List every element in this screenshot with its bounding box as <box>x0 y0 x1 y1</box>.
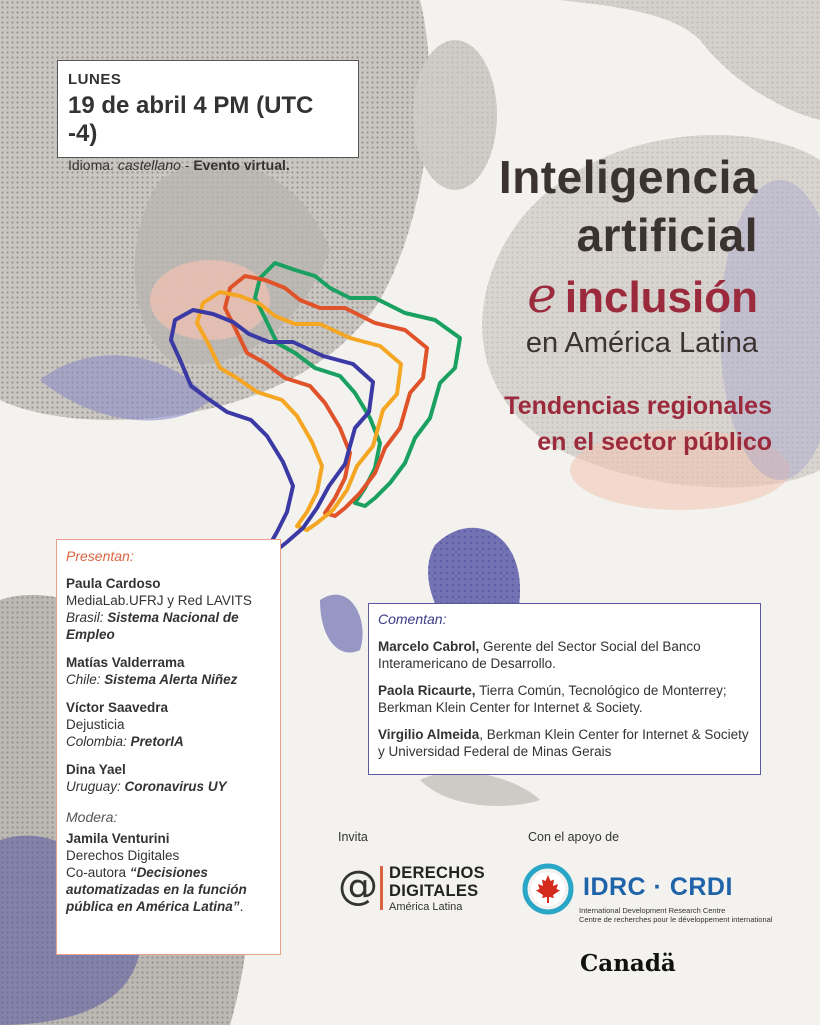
presenters-heading: Presentan: <box>66 548 134 564</box>
language-value: castellano <box>117 157 181 173</box>
commenters-heading: Comentan: <box>378 611 447 627</box>
commenter-name: Virgilio Almeida <box>378 727 480 742</box>
presenter-name: Paula Cardoso <box>66 576 161 591</box>
presenters-box <box>56 539 281 955</box>
moderator-item <box>66 830 271 915</box>
presenter-country: Brasil: <box>66 610 104 625</box>
idrc-name: IDRC · CRDI <box>583 873 733 901</box>
dd-name-line-1: DERECHOS <box>389 864 485 882</box>
presenter-project: Sistema Nacional de Empleo <box>66 610 239 642</box>
commenter-details: , Berkman Klein Center for Internet & Society y Universidad Federal de Minas Gerais <box>378 727 749 759</box>
event-day: LUNES <box>68 71 122 88</box>
dd-name-line-2: DIGITALES <box>389 882 479 900</box>
language-label: Idioma: <box>68 157 114 173</box>
presenter-item <box>66 654 271 688</box>
derechos-digitales-logo <box>338 862 488 914</box>
presenter-country: Chile: <box>66 672 101 687</box>
derechos-digitales-name <box>389 864 485 900</box>
title-line-4: en América Latina <box>525 327 758 359</box>
event-mode: Evento virtual. <box>193 157 290 173</box>
presenter-project: Coronavirus UY <box>124 779 227 794</box>
presenter-project: Sistema Alerta Niñez <box>104 672 238 687</box>
commenters-box <box>368 603 761 775</box>
maple-leaf-icon <box>521 862 575 916</box>
commenter-name: Marcelo Cabrol, <box>378 639 480 654</box>
subtitle-line-1: Tendencias regionales <box>504 392 772 420</box>
presenter-item <box>66 761 271 795</box>
idrc-french: Centre de recherches pour le développement international <box>579 915 773 924</box>
commenter-item <box>378 638 751 672</box>
title-line-2: artificial <box>576 209 758 261</box>
language-separator: - <box>184 157 190 173</box>
canada-wordmark: Canadä <box>580 950 676 977</box>
event-datetime: 19 de abril 4 PM (UTC -4) <box>68 92 314 147</box>
commenter-name: Paola Ricaurte, <box>378 683 476 698</box>
subtitle <box>504 388 772 460</box>
title-inclusion: inclusión <box>564 273 758 322</box>
commenter-details: Tierra Común, Tecnológico de Monterrey; Berkman Klein Center for Internet & Society. <box>378 683 727 715</box>
derechos-digitales-sub: América Latina <box>389 901 463 913</box>
moderator-heading: Modera: <box>66 809 118 825</box>
commenter-details: Gerente del Sector Social del Banco Interamericano de Desarrollo. <box>378 639 701 671</box>
presenter-affiliation: Dejusticia <box>66 717 125 732</box>
moderator-role: Co-autora <box>66 865 127 880</box>
presenter-name: Dina Yael <box>66 762 126 777</box>
latin-america-map-icon <box>165 258 485 558</box>
idrc-logo <box>521 862 791 932</box>
idrc-english: International Development Research Centre <box>579 906 726 915</box>
subtitle-line-2: en el sector público <box>537 428 772 456</box>
presenter-name: Matías Valderrama <box>66 655 185 670</box>
moderator-work: “Decisiones automatizadas en la función pública en América Latina” <box>66 865 247 914</box>
commenter-item <box>378 726 751 760</box>
moderator-affiliation: Derechos Digitales <box>66 848 180 863</box>
presenter-country: Colombia: <box>66 734 127 749</box>
event-date-box <box>57 60 359 173</box>
commenter-item <box>378 682 751 716</box>
presenter-item <box>66 699 271 750</box>
presenter-country: Uruguay: <box>66 779 121 794</box>
moderator-name: Jamila Venturini <box>66 831 170 846</box>
moderator-end: . <box>239 899 244 914</box>
ampersand-glyph: e <box>527 266 557 324</box>
invita-label: Invita <box>338 830 368 844</box>
presenter-name: Víctor Saavedra <box>66 700 169 715</box>
at-sign-icon: @ <box>338 863 378 909</box>
title-line-3 <box>527 266 758 324</box>
title-line-1: Inteligencia <box>498 151 758 203</box>
presenter-project: PretorIA <box>130 734 184 749</box>
presenter-item <box>66 575 271 643</box>
presenter-affiliation: MediaLab.UFRJ y Red LAVITS <box>66 593 252 608</box>
event-language-line <box>68 157 348 173</box>
support-label: Con el apoyo de <box>528 830 620 844</box>
logo-divider <box>380 866 383 910</box>
